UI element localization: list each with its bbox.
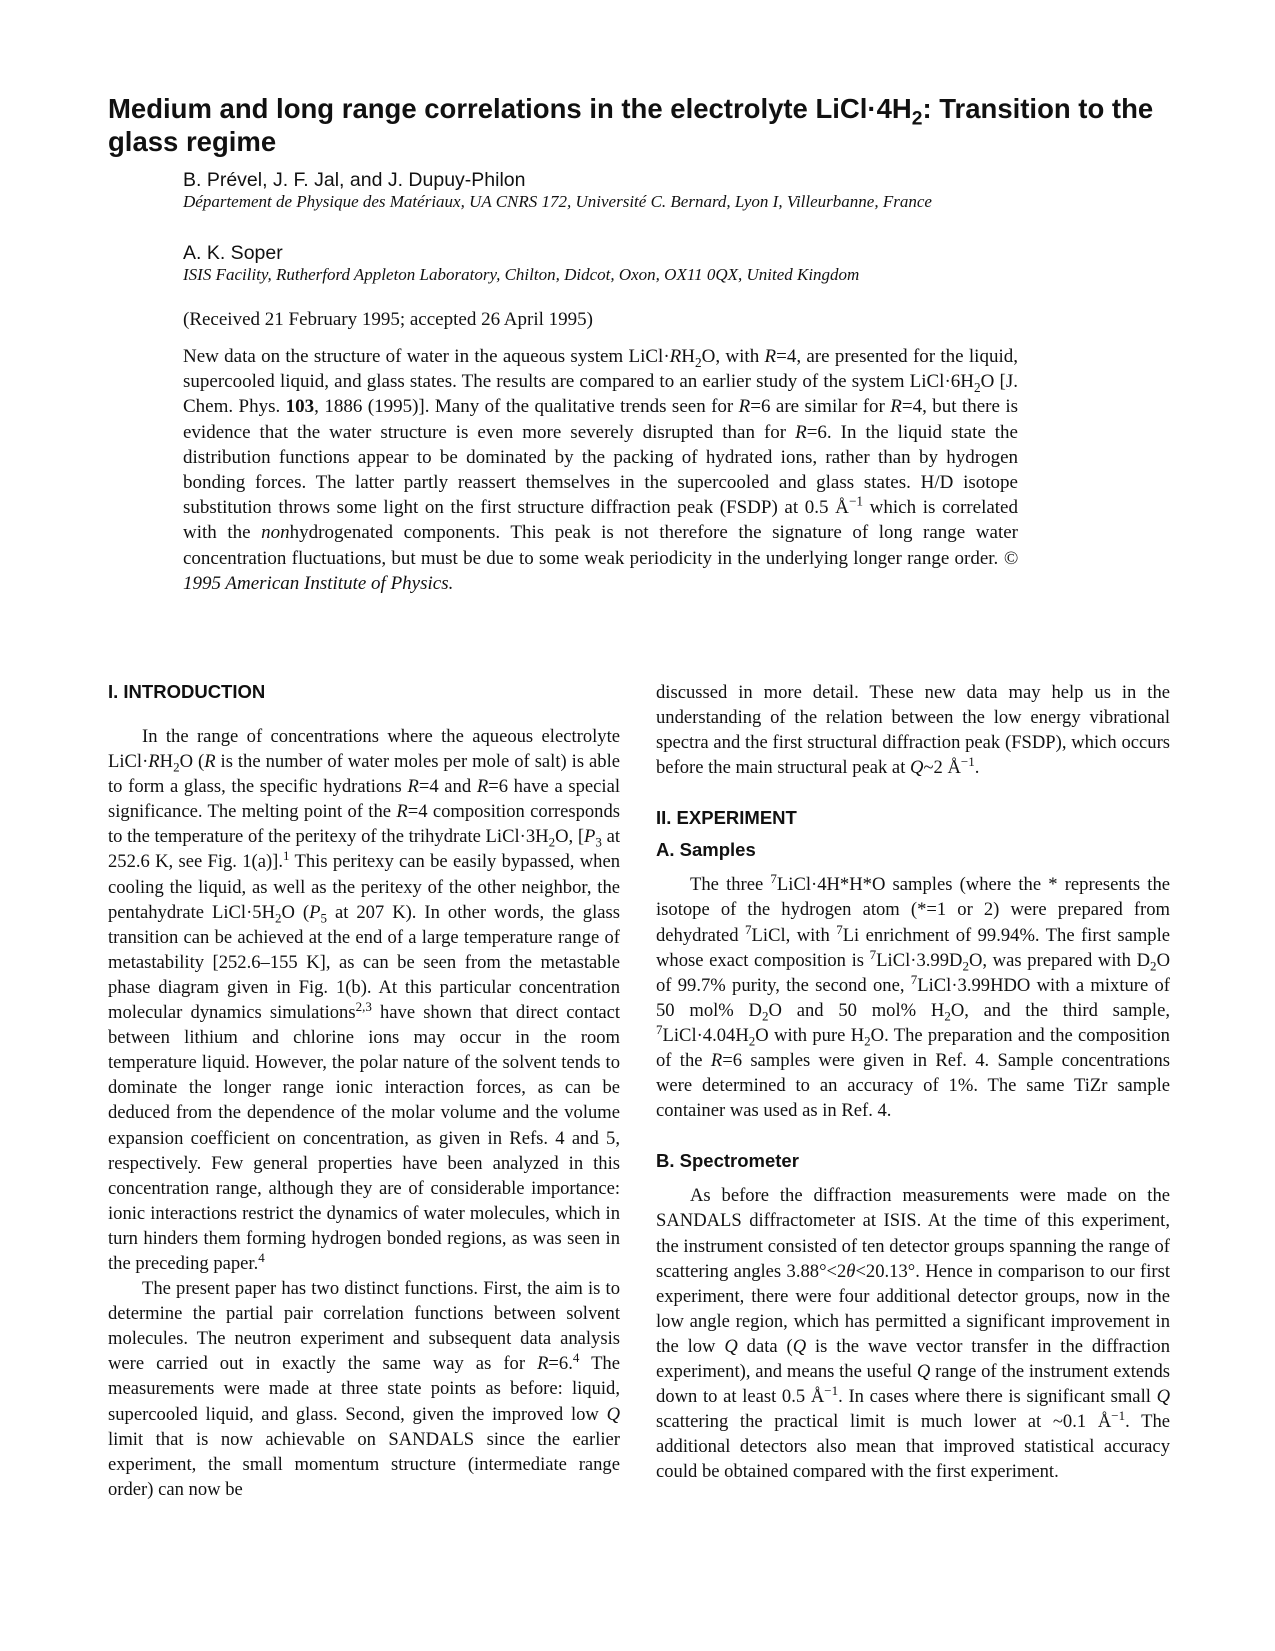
subsection-heading-samples: A. Samples <box>656 839 756 861</box>
subsection-heading-spectrometer: B. Spectrometer <box>656 1150 799 1172</box>
section-heading-introduction: I. INTRODUCTION <box>108 681 266 702</box>
section-heading-experiment: II. EXPERIMENT <box>656 807 797 829</box>
paper-title <box>108 92 1178 158</box>
intro-paragraph-2-continued: discussed in more detail. These new data may help us in the understanding of the relation between the low energy vibrational spectra and the first structural diffraction peak (FSDP), which occurs before the main structural peak at Q~2 $Å^{-1}$. <box>656 682 1170 779</box>
intro-paragraph-1: In the range of concentrations where the aqueous electrolyte $LiCl\cdot RH_2O$ (R is the number of water moles per mole of salt) is able to form a glass, the specific hydrations R=4 and R=6 have a special significance. The melting point of the R=4 composition corresponds to the temperature of the peritexy of the trihydrate $LiCl\cdot 3H_2O$, [$P_3$ at 252.6 K, see Fig. 1(a)].$^1$ This peritexy can be easily bypassed, when cooling the liquid, as well as the peritexy of the other neighbor, the pentahydrate $LiCl\cdot 5H_2O$ ($P_5$ at 207 K). In other words, the glass transition can be achieved at the end of a large temperature range of metastability [252.6–155 K], as can be seen from the metastable phase diagram given in Fig. 1(b). At this particular concentration molecular dynamics simulations$^{2,3}$ have shown that direct contact between lithium and chlorine ions may occur in the room temperature liquid. However, the polar nature of the solvent tends to dominate the longer range ionic interaction forces, as can be deduced from the dependence of the molar volume and the volume expansion coefficient on concentration, as given in Refs. 4 and 5, respectively. Few general properties have been analyzed in this concentration range, although they are of considerable importance: ionic interactions restrict the dynamics of water molecules, which in turn hinders them forming hydrogen bonded regions, as was seen in the preceding paper.$^4$ <box>108 726 620 1274</box>
affiliation-1: Département de Physique des Matériaux, UA CNRS 172, Université C. Bernard, Lyon I, Villeurbanne, France <box>183 192 932 211</box>
intro-paragraph-2: The present paper has two distinct functions. First, the aim is to determine the partial pair correlation functions between solvent molecules. The neutron experiment and subsequent data analysis were carried out in exactly the same way as for R=6.$^4$ The measurements were made at three state points as before: liquid, supercooled liquid, and glass. Second, given the improved low Q limit that is now achievable on SANDALS since the earlier experiment, the small momentum structure (intermediate range order) can now be <box>108 1278 620 1500</box>
affiliation-2: ISIS Facility, Rutherford Appleton Laboratory, Chilton, Didcot, Oxon, OX11 0QX, United Kingdom <box>183 265 860 284</box>
title-text-2: : Transition to the glass regime <box>108 93 1154 157</box>
left-column <box>108 680 620 1502</box>
author-line-1: B. Prével, J. F. Jal, and J. Dupuy-Philon <box>183 169 526 191</box>
samples-paragraph: The three $^7$LiCl·4H*H*O samples (where the * represents the isotope of the hydrogen atom (*=1 or 2) were prepared from dehydrated $^7$LiCl, with $^7$Li enrichment of 99.94%. The first sample whose exact composition is $^7LiCl\cdot 3.99D_2O$, was prepared with $D_2O$ of 99.7% purity, the second one, $^7$LiCl·3.99HDO with a mixture of 50 mol% $D_2O$ and 50 mol% $H_2O$, and the third sample, $^7LiCl\cdot 4.04H_2O$ with pure $H_2O$. The preparation and the composition of the R=6 samples were given in Ref. 4. Sample concentrations were determined to an accuracy of 1%. The same TiZr sample container was used as in Ref. 4. <box>656 871 1171 1122</box>
copyright: © 1995 American Institute of Physics. <box>183 547 1018 594</box>
right-column <box>656 680 1170 1484</box>
received-dates: (Received 21 February 1995; accepted 26 April 1995) <box>183 309 593 330</box>
spectrometer-paragraph: As before the diffraction measurements were made on the SANDALS diffractometer at ISIS. At the time of this experiment, the instrument consisted of ten detector groups spanning the range of scattering angles 3.88°<2θ<20.13°. Hence in comparison to our first experiment, there were four additional detector groups, now in the low angle region, which has permitted a significant improvement in the low Q data (Q is the wave vector transfer in the diffraction experiment), and means the useful Q range of the instrument extends down to at least 0.5 $Å^{-1}$. In cases where there is significant small Q scattering the practical limit is much lower at ~0.1 $Å^{-1}$. The additional detectors also mean that improved statistical accuracy could be obtained compared with the first experiment. <box>656 1185 1170 1483</box>
abstract: New data on the structure of water in the aqueous system $LiCl\cdot RH_2O$, with R=4, are presented for the liquid, supercooled liquid, and glass states. The results are compared to an earlier study of the system $LiCl\cdot 6H_2O$ [J. Chem. Phys. 103, 1886 (1995)]. Many of the qualitative trends seen for R=6 are similar for R=4, but there is evidence that the water structure is even more severely disrupted than for R=6. In the liquid state the distribution functions appear to be dominated by the packing of hydrated ions, rather than by hydrogen bonding forces. The latter partly reassert themselves in the supercooled and glass states. H/D isotope substitution throws some light on the first structure diffraction peak (FSDP) at 0.5 $Å^{-1}$ which is correlated with the nonhydrogenated components. This peak is not therefore the signature of long range water concentration fluctuations, but must be due to some weak periodicity in the underlying longer range order. © 1995 American Institute of Physics. <box>183 346 1019 594</box>
title-text-1: Medium and long range correlations in the electrolyte LiCl·4H <box>108 93 912 124</box>
author-line-2: A. K. Soper <box>183 242 283 264</box>
title-sub: 2 <box>911 108 923 130</box>
